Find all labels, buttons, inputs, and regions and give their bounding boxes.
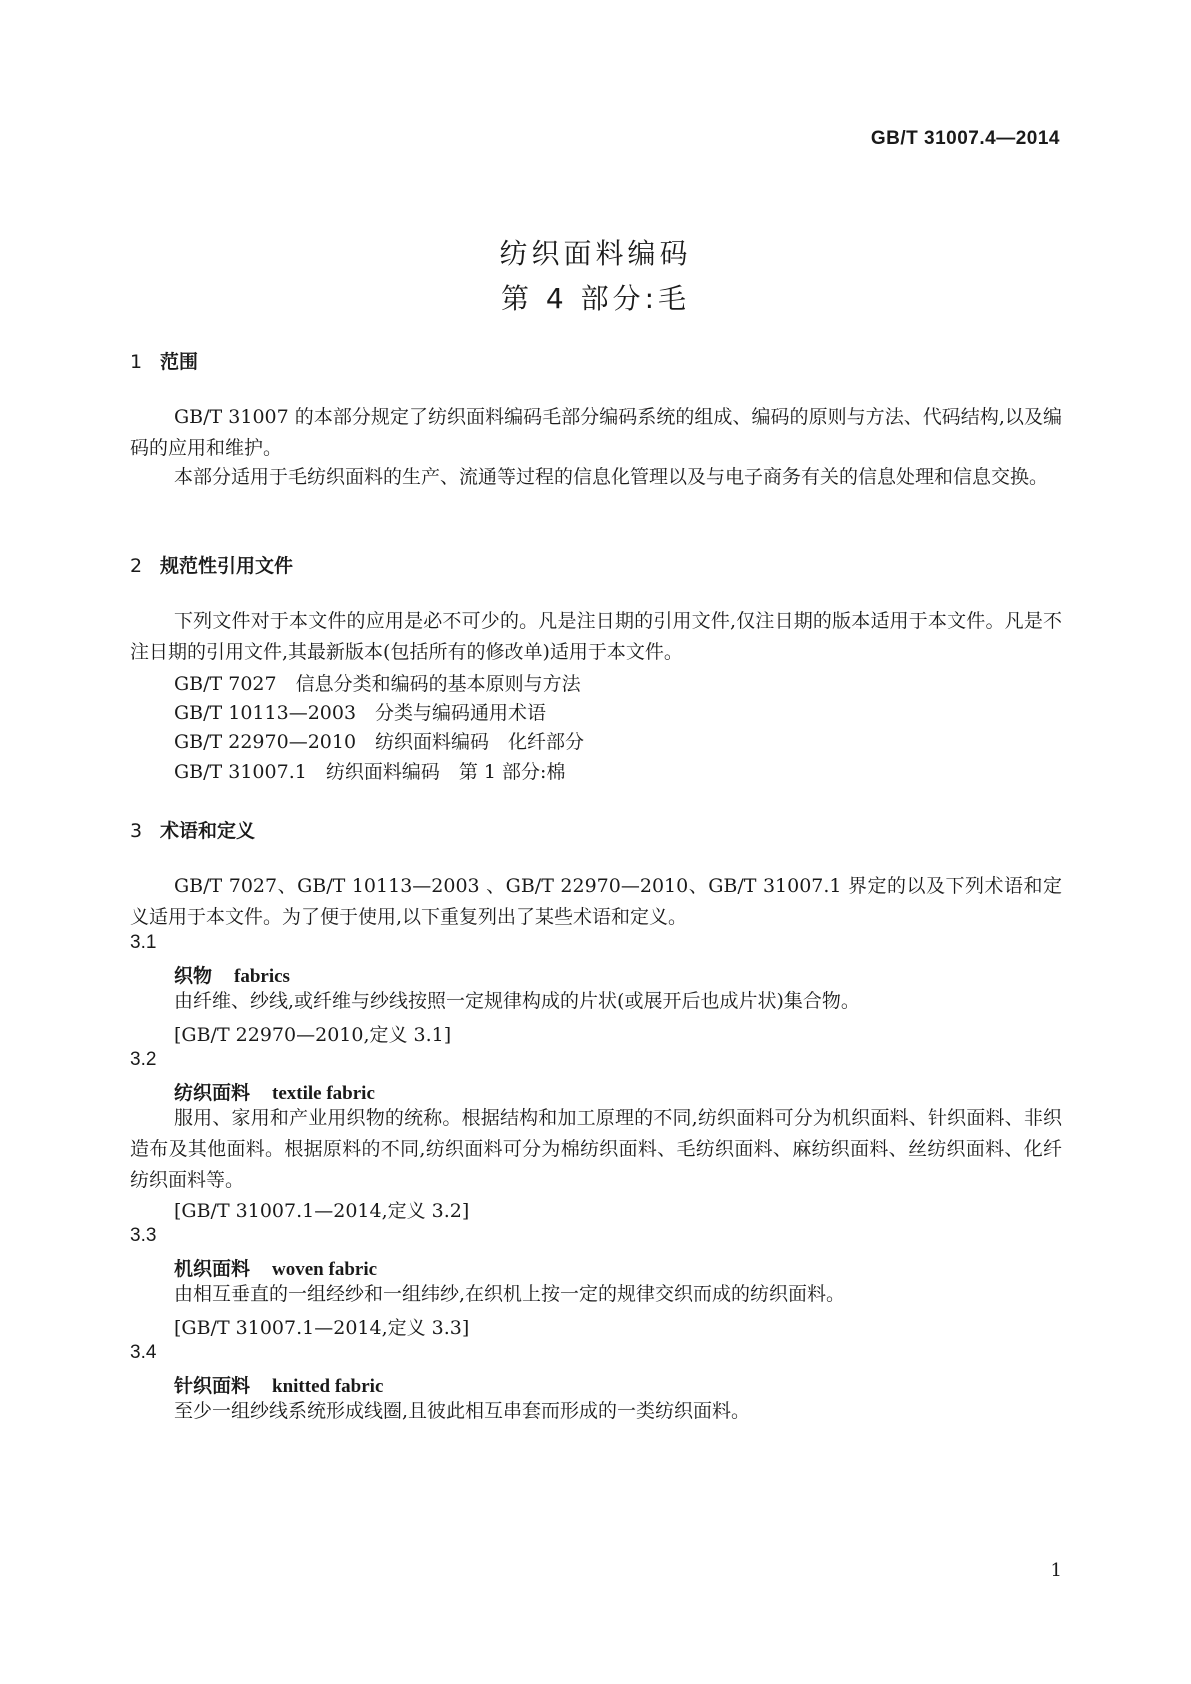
term-zh: 织物 [174, 965, 213, 987]
term-number: 3.1 [130, 932, 157, 953]
reference-item: GB/T 7027 信息分类和编码的基本原则与方法 [174, 673, 581, 695]
term-number: 3.2 [130, 1049, 157, 1070]
section-3-heading [130, 816, 255, 843]
term-heading [174, 1371, 383, 1398]
term-source: [GB/T 31007.1—2014,定义 3.3] [174, 1317, 470, 1339]
term-definition: 服用、家用和产业用织物的统称。根据结构和加工原理的不同,纺织面料可分为机织面料、针织面料、非织造布及其他面料。根据原料的不同,纺织面料可分为棉纺织面料、毛纺织面料、麻纺织面料、丝纺织面料、化纤纺织面料等。 [130, 1107, 1062, 1191]
term-definition: 由相互垂直的一组经纱和一组纬纱,在织机上按一定的规律交织而成的纺织面料。 [174, 1283, 846, 1305]
document-subtitle: 第 4 部分:毛 [500, 282, 691, 315]
section-title: 术语和定义 [160, 820, 256, 842]
term-en: textile fabric [272, 1083, 375, 1104]
section-3-intro: GB/T 7027、GB/T 10113—2003 、GB/T 22970—2010、GB/T 31007.1 界定的以及下列术语和定义适用于本文件。为了便于使用,以下重复列出了某些术语和定义。 [130, 875, 1062, 928]
term-heading [174, 1254, 377, 1281]
reference-item: GB/T 31007.1 纺织面料编码 第 1 部分:棉 [174, 761, 566, 783]
term-source: [GB/T 31007.1—2014,定义 3.2] [174, 1200, 470, 1222]
term-en: knitted fabric [272, 1376, 384, 1397]
reference-item: GB/T 10113—2003 分类与编码通用术语 [174, 702, 547, 724]
document-title: 纺织面料编码 [499, 237, 692, 270]
term-source: [GB/T 22970—2010,定义 3.1] [174, 1024, 452, 1046]
reference-item: GB/T 22970—2010 纺织面料编码 化纤部分 [174, 731, 585, 753]
section-2-intro: 下列文件对于本文件的应用是必不可少的。凡是注日期的引用文件,仅注日期的版本适用于本文件。凡是不注日期的引用文件,其最新版本(包括所有的修改单)适用于本文件。 [130, 610, 1062, 663]
term-en: fabrics [234, 966, 290, 987]
section-number: 3 [130, 820, 143, 842]
page-number: 1 [1050, 1560, 1062, 1581]
term-en: woven fabric [272, 1259, 378, 1280]
term-number: 3.4 [130, 1342, 157, 1363]
term-definition: 至少一组纱线系统形成线圈,且彼此相互串套而形成的一类纺织面料。 [174, 1400, 751, 1422]
term-heading [174, 961, 290, 988]
section-number: 2 [130, 555, 143, 577]
section-2-heading [130, 551, 293, 578]
section-1-heading [130, 347, 198, 374]
standard-number: GB/T 31007.4—2014 [870, 128, 1060, 149]
section-number: 1 [130, 351, 143, 373]
term-heading [174, 1078, 375, 1105]
term-number: 3.3 [130, 1225, 157, 1246]
section-title: 规范性引用文件 [160, 555, 294, 577]
section-title: 范围 [160, 351, 199, 373]
section-1-paragraph: 本部分适用于毛纺织面料的生产、流通等过程的信息化管理以及与电子商务有关的信息处理和信息交换。 [174, 466, 1049, 488]
term-zh: 机织面料 [174, 1258, 251, 1280]
term-definition: 由纤维、纱线,或纤维与纱线按照一定规律构成的片状(或展开后也成片状)集合物。 [174, 990, 860, 1012]
term-zh: 针织面料 [174, 1375, 251, 1397]
section-1-paragraph: GB/T 31007 的本部分规定了纺织面料编码毛部分编码系统的组成、编码的原则与方法、代码结构,以及编码的应用和维护。 [130, 406, 1062, 459]
term-zh: 纺织面料 [174, 1082, 251, 1104]
